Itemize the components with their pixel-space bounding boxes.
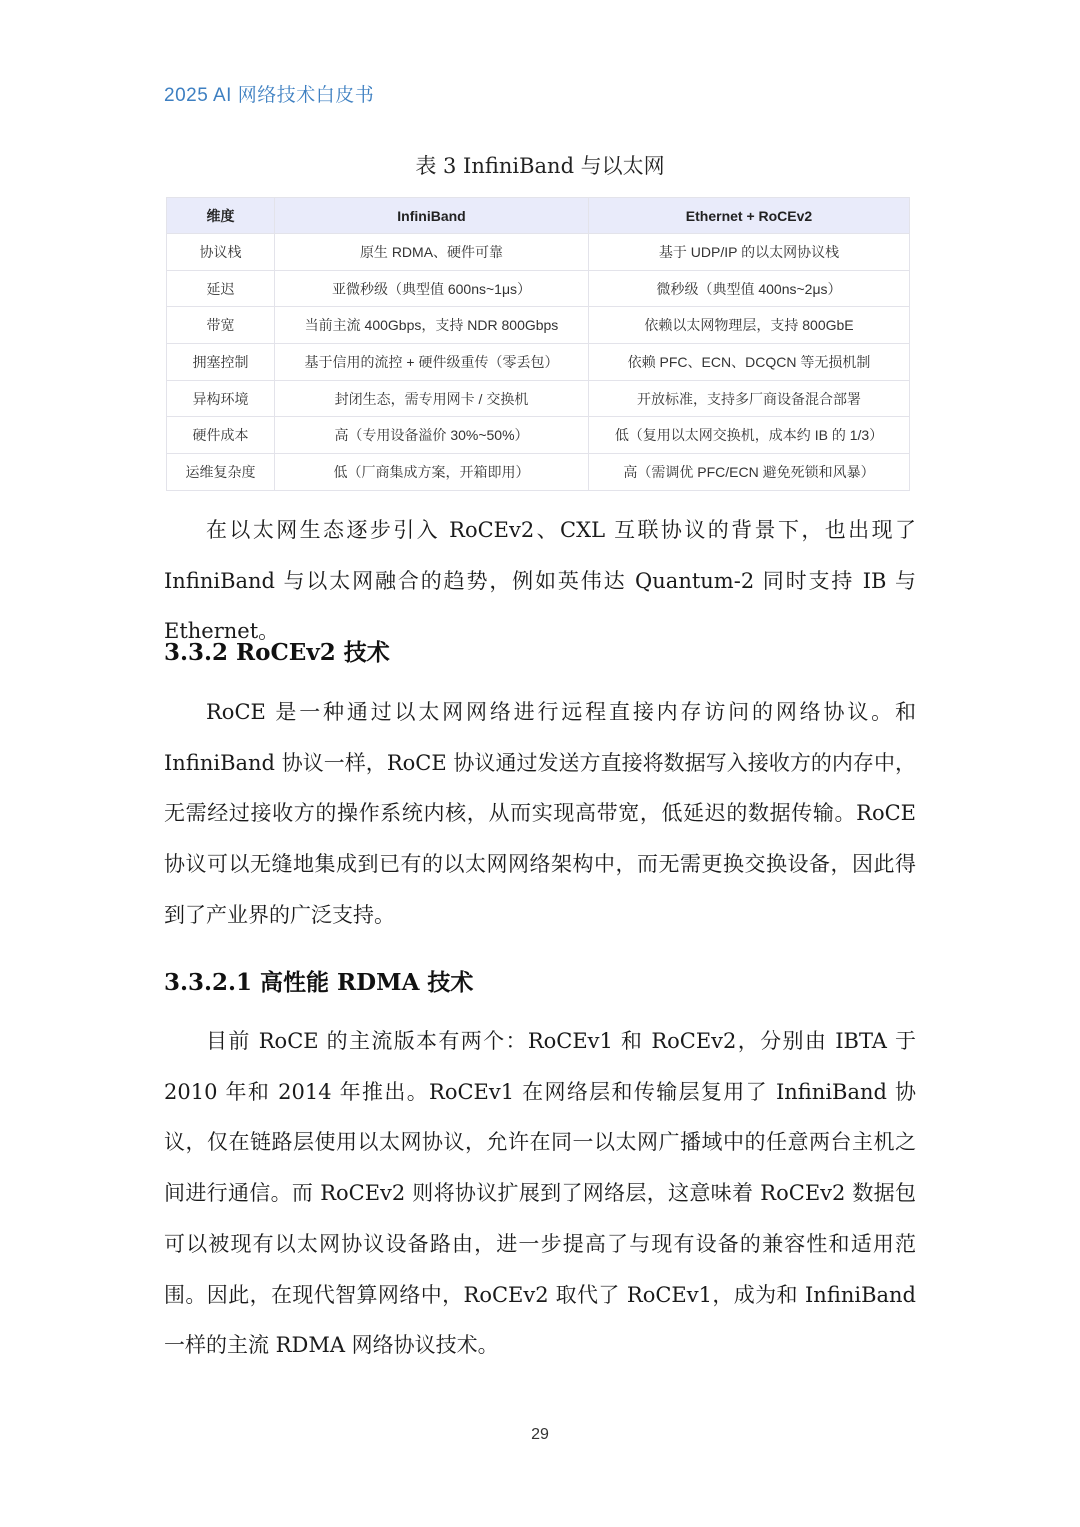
- table-cell-ethernet: 基于 UDP/IP 的以太网协议栈: [589, 234, 910, 271]
- column-header: InfiniBand: [275, 198, 589, 234]
- table-cell-infiniband: 亚微秒级（典型值 600ns~1μs）: [275, 270, 589, 307]
- column-header: Ethernet + RoCEv2: [589, 198, 910, 234]
- table-row: [167, 307, 910, 344]
- table-row: [167, 380, 910, 417]
- column-header: 维度: [167, 198, 275, 234]
- table-cell-ethernet: 高（需调优 PFC/ECN 避免死锁和风暴）: [589, 454, 910, 491]
- table-row: [167, 417, 910, 454]
- table-cell-infiniband: 基于信用的流控 + 硬件级重传（零丢包）: [275, 344, 589, 381]
- table-cell-ethernet: 依赖以太网物理层，支持 800GbE: [589, 307, 910, 344]
- table-cell-ethernet: 低（复用以太网交换机，成本约 IB 的 1/3）: [589, 417, 910, 454]
- table-row: [167, 344, 910, 381]
- table-cell-dimension: 异构环境: [167, 380, 275, 417]
- table-cell-dimension: 拥塞控制: [167, 344, 275, 381]
- table-cell-dimension: 协议栈: [167, 234, 275, 271]
- table-cell-infiniband: 封闭生态，需专用网卡 / 交换机: [275, 380, 589, 417]
- table-cell-dimension: 运维复杂度: [167, 454, 275, 491]
- running-header: 2025 AI 网络技术白皮书: [164, 85, 375, 106]
- table-cell-dimension: 带宽: [167, 307, 275, 344]
- paragraph-roce-versions: 目前 RoCE 的主流版本有两个：RoCEv1 和 RoCEv2，分别由 IBTA 于 2010 年和 2014 年推出。RoCEv1 在网络层和传输层复用了 InfiniBand 协议，仅在链路层使用以太网协议，允许在同一以太网广播域中的任意两台主机之间进行通信。而 RoCEv2 则将协议扩展到了网络层，这意味着 RoCEv2 数据包可以被现有以太网协议设备路由，进一步提高了与现有设备的兼容性和适用范围。因此，在现代智算网络中，RoCEv2 取代了 RoCEv1，成为和 InfiniBand 一样的主流 RDMA 网络协议技术。: [164, 1029, 916, 1358]
- table-cell-infiniband: 原生 RDMA、硬件可靠: [275, 234, 589, 271]
- comparison-table: [166, 197, 910, 491]
- table-cell-ethernet: 开放标准，支持多厂商设备混合部署: [589, 380, 910, 417]
- table-cell-infiniband: 低（厂商集成方案，开箱即用）: [275, 454, 589, 491]
- table-row: [167, 454, 910, 491]
- table-header-row: [167, 198, 910, 234]
- table-row: [167, 270, 910, 307]
- table-cell-ethernet: 微秒级（典型值 400ns~2μs）: [589, 270, 910, 307]
- table-cell-dimension: 硬件成本: [167, 417, 275, 454]
- table-caption: 表 3 InfiniBand 与以太网: [415, 154, 665, 178]
- table-row: [167, 234, 910, 271]
- paragraph-roce-intro: RoCE 是一种通过以太网网络进行远程直接内存访问的网络协议。和 InfiniBand 协议一样，RoCE 协议通过发送方直接将数据写入接收方的内存中，无需经过接收方的操作系统内核，从而实现高带宽，低延迟的数据传输。RoCE 协议可以无缝地集成到已有的以太网网络架构中，而无需更换交换设备，因此得到了产业界的广泛支持。: [164, 700, 916, 927]
- table-cell-infiniband: 当前主流 400Gbps，支持 NDR 800Gbps: [275, 307, 589, 344]
- section-heading-3-3-2: 3.3.2 RoCEv2 技术: [164, 639, 390, 666]
- section-heading-3-3-2-1: 3.3.2.1 高性能 RDMA 技术: [164, 969, 474, 996]
- table-cell-infiniband: 高（专用设备溢价 30%~50%）: [275, 417, 589, 454]
- table-cell-ethernet: 依赖 PFC、ECN、DCQCN 等无损机制: [589, 344, 910, 381]
- paragraph-ib-ethernet-convergence: 在以太网生态逐步引入 RoCEv2、CXL 互联协议的背景下，也出现了 InfiniBand 与以太网融合的趋势，例如英伟达 Quantum-2 同时支持 IB 与 Ethernet。: [164, 518, 916, 644]
- page-number: 29: [531, 1426, 549, 1443]
- table-cell-dimension: 延迟: [167, 270, 275, 307]
